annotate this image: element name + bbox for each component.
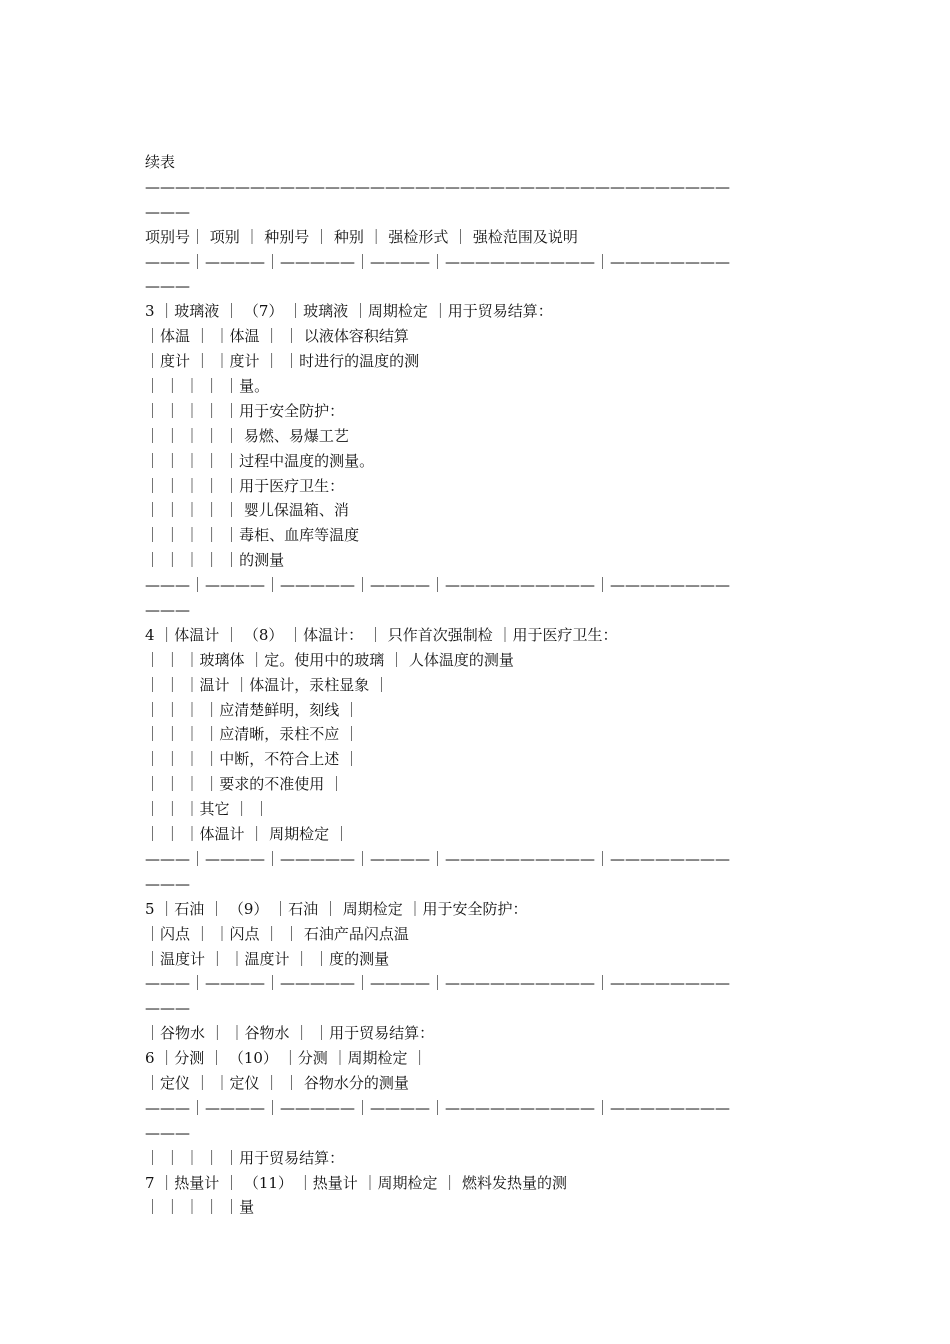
doc-line: ｜ ｜ ｜其它 ｜ ｜ [145,800,270,819]
doc-line: 续表 [145,153,176,171]
document-page [145,150,825,1220]
doc-line: ｜ ｜ ｜ ｜ ｜的测量 [145,551,285,570]
doc-line: ｜ ｜ ｜ ｜ ｜ 易燃、易爆工艺 [145,426,349,445]
doc-line: ｜ ｜ ｜ ｜应清晰，汞柱不应 ｜ [145,725,360,744]
doc-line: ｜ ｜ ｜ ｜ ｜ 婴儿保温箱、消 [145,501,349,520]
doc-line: 4 ｜体温计 ｜ （8） ｜体温计： ｜ 只作首次强制检 ｜用于医疗卫生： [145,625,618,644]
doc-line: ｜体温 ｜ ｜体温 ｜ ｜ 以液体容积结算 [145,327,409,346]
doc-line: ——— [145,1123,190,1142]
doc-line: 7 ｜热量计 ｜ （11） ｜热量计 ｜周期检定 ｜ 燃料发热量的测 [145,1173,568,1192]
doc-line: ｜ ｜ ｜温计 ｜体温计，汞柱显象 ｜ [145,675,390,694]
doc-line: ———｜————｜—————｜————｜——————————｜———————— [145,576,731,595]
doc-line: ｜ ｜ ｜ ｜ ｜量。 [145,377,270,396]
doc-line: ｜度计 ｜ ｜度计 ｜ ｜时进行的温度的测 [145,352,420,371]
doc-line: ｜ ｜ ｜体温计 ｜ 周期检定 ｜ [145,825,349,844]
doc-line: ———｜————｜—————｜————｜——————————｜———————— [145,849,731,868]
doc-line: ———｜————｜—————｜————｜——————————｜———————— [145,1098,731,1117]
doc-line: ｜ ｜ ｜ ｜ ｜量 [145,1198,255,1217]
doc-line: ——— [145,277,190,296]
doc-line: ——— [145,874,190,893]
doc-line: ｜ ｜ ｜ ｜ ｜毒柜、血库等温度 [145,526,360,545]
doc-line: 5 ｜石油 ｜ （9） ｜石油 ｜ 周期检定 ｜用于安全防护： [145,899,528,918]
doc-line: ———｜————｜—————｜————｜——————————｜———————— [145,974,731,993]
doc-line: ｜ ｜ ｜ ｜ ｜用于安全防护： [145,401,345,420]
doc-line: 项别号｜ 项别 ｜ 种别号 ｜ 种别 ｜ 强检形式 ｜ 强检范围及说明 [145,227,578,246]
doc-line: ——— [145,202,190,221]
doc-line: ｜定仪 ｜ ｜定仪 ｜ ｜ 谷物水分的测量 [145,1073,409,1092]
doc-line: ｜ ｜ ｜ ｜中断，不符合上述 ｜ [145,750,360,769]
doc-line: ｜温度计 ｜ ｜温度计 ｜ ｜度的测量 [145,949,390,968]
doc-line: ——— [145,601,190,620]
doc-line: ———｜————｜—————｜————｜——————————｜———————— [145,252,731,271]
doc-line: ｜ ｜ ｜ ｜要求的不准使用 ｜ [145,775,345,794]
doc-line: 3 ｜玻璃液 ｜ （7） ｜玻璃液 ｜周期检定 ｜用于贸易结算： [145,302,553,321]
doc-line: ｜ ｜ ｜ ｜ ｜用于医疗卫生： [145,476,345,495]
doc-line: ｜ ｜ ｜ ｜ ｜过程中温度的测量。 [145,451,375,470]
doc-line: ｜谷物水 ｜ ｜谷物水 ｜ ｜用于贸易结算： [145,1024,435,1043]
doc-line: ｜闪点 ｜ ｜闪点 ｜ ｜ 石油产品闪点温 [145,924,409,943]
doc-line: ｜ ｜ ｜ ｜应清楚鲜明，刻线 ｜ [145,700,360,719]
doc-line: ——— [145,999,190,1018]
doc-line: ｜ ｜ ｜ ｜ ｜用于贸易结算： [145,1148,345,1167]
doc-line: 6 ｜分测 ｜ （10） ｜分测 ｜周期检定 ｜ [145,1049,428,1068]
doc-line: ｜ ｜ ｜玻璃体 ｜定。使用中的玻璃 ｜ 人体温度的测量 [145,650,514,669]
doc-line: ——————————————————————————————————————— [145,177,730,196]
